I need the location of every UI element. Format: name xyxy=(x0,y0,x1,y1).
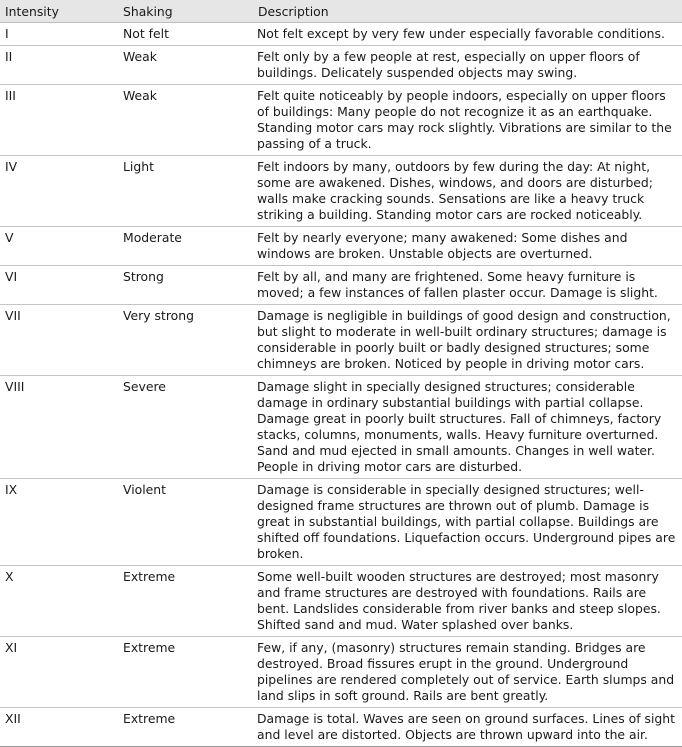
table-row xyxy=(0,376,682,479)
shaking-cell: Severe xyxy=(118,376,253,479)
intensity-cell: XII xyxy=(0,708,118,747)
table-row xyxy=(0,637,682,708)
table-header xyxy=(0,0,682,23)
intensity-cell: XI xyxy=(0,637,118,708)
table-row xyxy=(0,23,682,46)
description-cell: Damage is negligible in buildings of good design and construction, but slight to moderate in well-built ordinary structures; damage is considerable in poorly built or badly designed structures; some chimneys are broken. Noticed by people in driving motor cars. xyxy=(253,305,682,376)
intensity-cell: VI xyxy=(0,266,118,305)
shaking-cell: Strong xyxy=(118,266,253,305)
shaking-cell: Extreme xyxy=(118,637,253,708)
table-row xyxy=(0,266,682,305)
shaking-cell: Violent xyxy=(118,479,253,566)
description-cell: Felt only by a few people at rest, especially on upper floors of buildings. Delicately suspended objects may swing. xyxy=(253,46,682,85)
intensity-cell: I xyxy=(0,23,118,46)
description-cell: Damage slight in specially designed structures; considerable damage in ordinary substantial buildings with partial collapse. Damage great in poorly built structures. Fall of chimneys, factory stacks, columns, monuments, walls. Heavy furniture overturned. Sand and mud ejected in small amounts. Changes in well water. People in driving motor cars are disturbed. xyxy=(253,376,682,479)
intensity-cell: VIII xyxy=(0,376,118,479)
shaking-cell: Very strong xyxy=(118,305,253,376)
shaking-cell: Extreme xyxy=(118,566,253,637)
header-shaking: Shaking xyxy=(118,0,253,23)
description-cell: Few, if any, (masonry) structures remain standing. Bridges are destroyed. Broad fissures erupt in the ground. Underground pipelines are rendered completely out of service. Earth slumps and land slips in soft ground. Rails are bent greatly. xyxy=(253,637,682,708)
table-row xyxy=(0,479,682,566)
shaking-cell: Weak xyxy=(118,46,253,85)
header-row xyxy=(0,0,682,23)
table-row xyxy=(0,46,682,85)
table-row xyxy=(0,566,682,637)
table-row xyxy=(0,227,682,266)
table-body xyxy=(0,23,682,747)
table-row xyxy=(0,305,682,376)
table-row xyxy=(0,156,682,227)
shaking-cell: Not felt xyxy=(118,23,253,46)
description-cell: Felt indoors by many, outdoors by few during the day: At night, some are awakened. Dishes, windows, and doors are disturbed; walls make cracking sounds. Sensations are like a heavy truck striking a building. Standing motor cars are rocked noticeably. xyxy=(253,156,682,227)
intensity-cell: X xyxy=(0,566,118,637)
intensity-cell: V xyxy=(0,227,118,266)
description-cell: Felt by all, and many are frightened. Some heavy furniture is moved; a few instances of fallen plaster occur. Damage is slight. xyxy=(253,266,682,305)
table-row xyxy=(0,85,682,156)
intensity-cell: IV xyxy=(0,156,118,227)
description-cell: Some well-built wooden structures are destroyed; most masonry and frame structures are destroyed with foundations. Rails are bent. Landslides considerable from river banks and steep slopes. Shifted sand and mud. Water splashed over banks. xyxy=(253,566,682,637)
shaking-cell: Weak xyxy=(118,85,253,156)
description-cell: Damage is total. Waves are seen on ground surfaces. Lines of sight and level are distorted. Objects are thrown upward into the air. xyxy=(253,708,682,747)
intensity-cell: III xyxy=(0,85,118,156)
intensity-cell: IX xyxy=(0,479,118,566)
header-description: Description xyxy=(253,0,682,23)
intensity-cell: II xyxy=(0,46,118,85)
description-cell: Felt quite noticeably by people indoors, especially on upper floors of buildings: Many people do not recognize it as an earthquake. Standing motor cars may rock slightly. Vibrations are similar to the passing of a truck. xyxy=(253,85,682,156)
description-cell: Not felt except by very few under especially favorable conditions. xyxy=(253,23,682,46)
description-cell: Damage is considerable in specially designed structures; well-designed frame structures are thrown out of plumb. Damage is great in substantial buildings, with partial collapse. Buildings are shifted off foundations. Liquefaction occurs. Underground pipes are broken. xyxy=(253,479,682,566)
description-cell: Felt by nearly everyone; many awakened: Some dishes and windows are broken. Unstable objects are overturned. xyxy=(253,227,682,266)
shaking-cell: Light xyxy=(118,156,253,227)
header-intensity: Intensity xyxy=(0,0,118,23)
shaking-cell: Moderate xyxy=(118,227,253,266)
shaking-cell: Extreme xyxy=(118,708,253,747)
intensity-cell: VII xyxy=(0,305,118,376)
table-row xyxy=(0,708,682,747)
